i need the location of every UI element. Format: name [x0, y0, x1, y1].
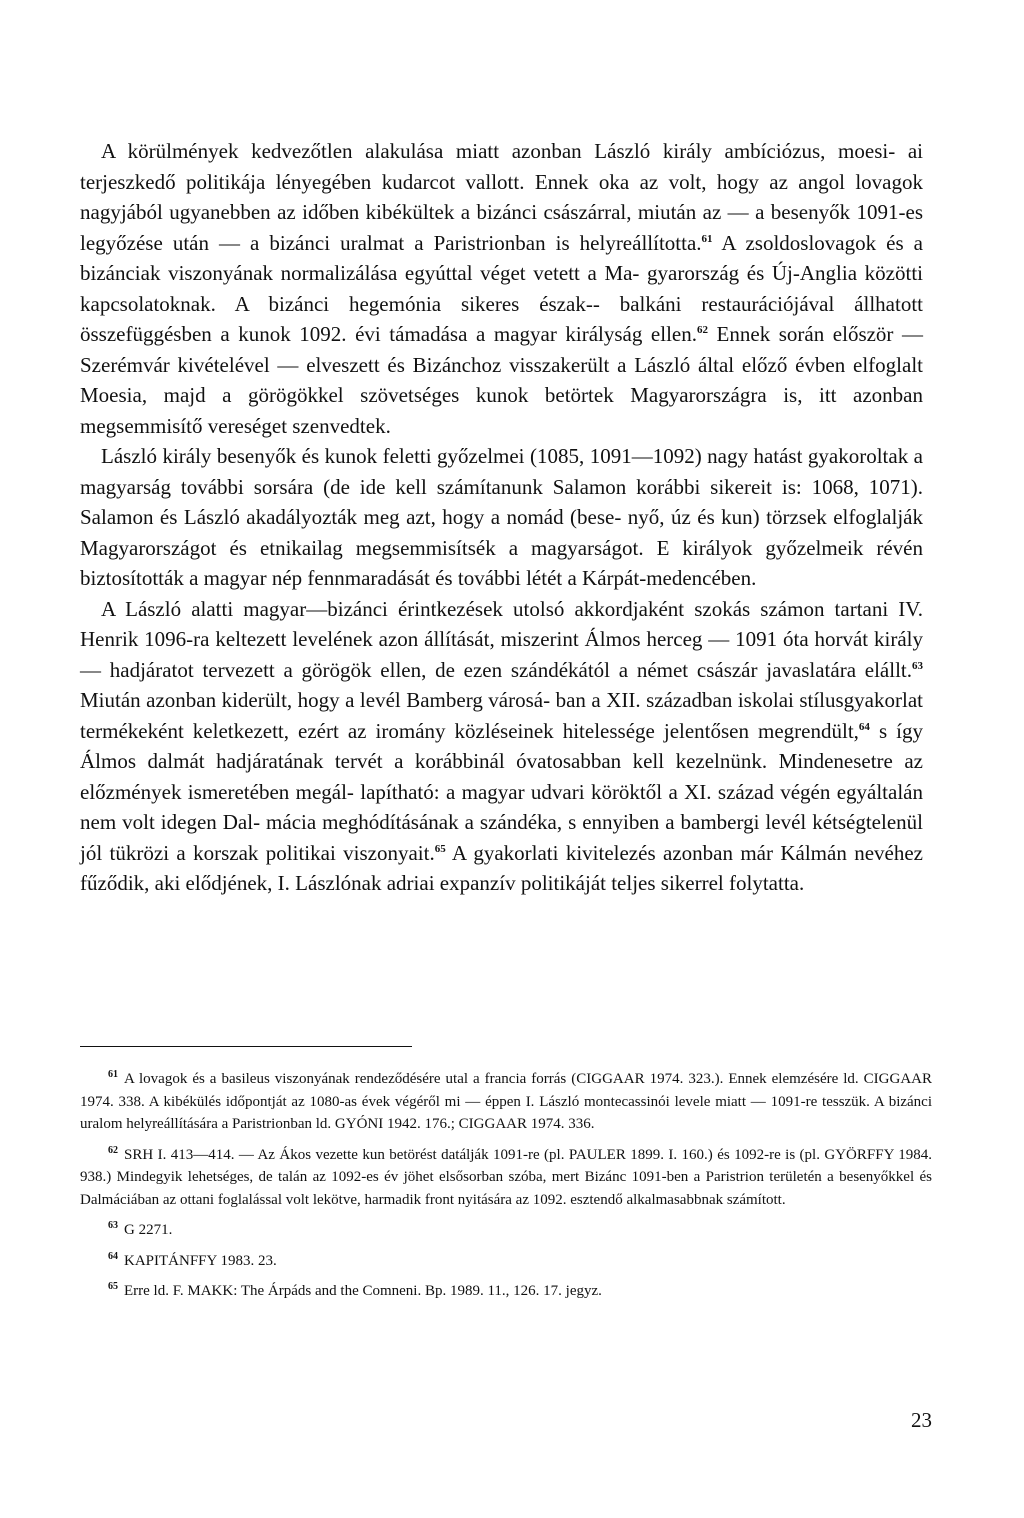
footnote-text: Erre ld. F. MAKK: The Árpáds and the Comneni. Bp. 1989. 11., 126. 17. jegyz.	[124, 1283, 602, 1299]
footnote-mark: 65	[108, 1281, 118, 1292]
footnote-text: KAPITÁNFFY 1983. 23.	[124, 1252, 277, 1269]
paragraph-1-part-3: Ennek során először — Szerémvár kivételével — elveszett és Bizánchoz visszakerült a László által előző évben elfoglalt Moesia, majd a görögökkel szövetséges kunok betörtek Magyarországra is, itt azonban megsemmisítő vereséget szenvedtek.	[80, 322, 923, 438]
paragraph-3	[80, 594, 923, 899]
footnote-65	[80, 1276, 932, 1303]
footnote-63	[80, 1215, 932, 1242]
footnote-ref-63[interactable]: 63	[912, 659, 923, 672]
paragraph-3-part-2: Miután azonban kiderült, hogy a levél Bamberg városá- ban a XII. században iskolai stílusgyakorlat termékeként keletkezett, ezért az iromány közléseinek hitelessége jelentősen megrendült,	[80, 688, 923, 743]
footnote-64	[80, 1246, 932, 1273]
paragraph-3-part-4: A gyakorlati kivitelezés azonban már Kálmán nevéhez fűződik, aki elődjének, I. Lászlónak adriai expanzív politikáját teljes sikerrel folytatta.	[80, 840, 923, 895]
paragraph-1-part-2: A zsoldoslovagok és a bizánciak viszonyának normalizálása egyúttal véget vetett a Ma- gyarország és Új-Anglia közötti kapcsolatoknak. A bizánci hegemónia sikeres észak-- balkáni restaurációjával állhatott összefüggésben a kunok 1092. évi támadása a magyar királyság ellen.	[80, 230, 923, 346]
footnote-text: A lovagok és a basileus viszonyának rendeződésére utal a francia forrás (CIGGAAR 1974. 323.). Ennek elemzésére ld. CIGGAAR 1974. 338. A kibékülés időpontját az 1080-as évek végéről mi — éppen I. László montecassinói levele miatt — 1091-re tesszük. A bizánci uralom helyreállítására a Paristrionban ld. GYÓNI 1942. 176.; CIGGAAR 1974. 336.	[80, 1071, 932, 1132]
paragraph-3-part-3: s így Álmos dalmát hadjáratának tervét a korábbinál óvatosabban kell kezelnünk. Mindenesetre az előzmények ismeretében megál- lapítható: a magyar udvari köröktől a XI. század végén egyáltalán nem volt idegen Dal- mácia meghódításának a szándéka, s ennyiben a bambergi levél kétségtelenül jól tükrözi a korszak politikai viszonyait.	[80, 718, 923, 865]
paragraph-1-part-1: A körülmények kedvezőtlen alakulása miatt azonban László király ambíciózus, moesi- ai terjeszkedő politikája lényegében kudarcot vallott. Ennek oka az volt, hogy az angol lovagok nagyjából ugyanebben az időben kibékültek a bizánci császárral, miután az — a besenyők 1091-es legyőzése után — a bizánci uralmat a Paristrionban is helyreállította.	[80, 139, 923, 255]
page-number: 23	[911, 1408, 932, 1432]
footnote-ref-61[interactable]: 61	[701, 232, 713, 245]
paragraph-2: László király besenyők és kunok feletti győzelmei (1085, 1091—1092) nagy hatást gyakoroltak a magyarság további sorsára (de ide kell számítanunk Salamon korábbi sikereit is: 1068, 1071). Salamon és László akadályozták meg azt, hogy a nomád (bese- nyő, úz és kun) törzsek elfoglalják Magyarországot és etnikailag megsemmisítsék a magyarságot. E királyok győzelmeik révén biztosították a magyar nép fennmaradását és további létét a Kárpát-medencében.	[80, 444, 923, 590]
footnote-divider	[80, 1046, 412, 1047]
footnote-text: G 2271.	[124, 1222, 173, 1238]
footnote-mark: 61	[108, 1069, 118, 1080]
footnote-62	[80, 1140, 932, 1212]
footnote-text: SRH I. 413—414. — Az Ákos vezette kun betörést datálják 1091-re (pl. PAULER 1899. I. 160.) és 1092-re is (pl. GYÖRFFY 1984. 938.) Mindegyik lehetséges, de talán az 1092-es év jöhet elsősorban szóba, mert Bizánc 1091-ben a Paristrion területén a besenyőkkel és Dalmáciában az ottani foglalással volt lekötve, harmadik front nyitására az 1092. esztendő alkalmasabbnak számított.	[80, 1146, 932, 1208]
footnote-ref-65[interactable]: 65	[434, 842, 446, 855]
footnote-ref-62[interactable]: 62	[696, 324, 708, 336]
paragraph-3-part-1: A László alatti magyar—bizánci érintkezések utolsó akkordjaként szokás számon tartani IV. Henrik 1096-ra keltezett levelének azon állítását, miszerint Álmos herceg — 1091 óta horvát király — hadjáratot tervezett a görögök ellen, de ezen szándékától a német császár javaslatára elállt.	[80, 596, 923, 682]
main-text	[80, 136, 923, 899]
paragraph-1	[80, 136, 923, 441]
footnote-ref-64[interactable]: 64	[858, 720, 870, 733]
footnote-mark: 63	[108, 1220, 118, 1231]
footnote-mark: 62	[108, 1144, 118, 1156]
footnote-mark: 64	[108, 1250, 118, 1262]
footnotes	[80, 1064, 932, 1307]
footnote-61	[80, 1064, 932, 1136]
